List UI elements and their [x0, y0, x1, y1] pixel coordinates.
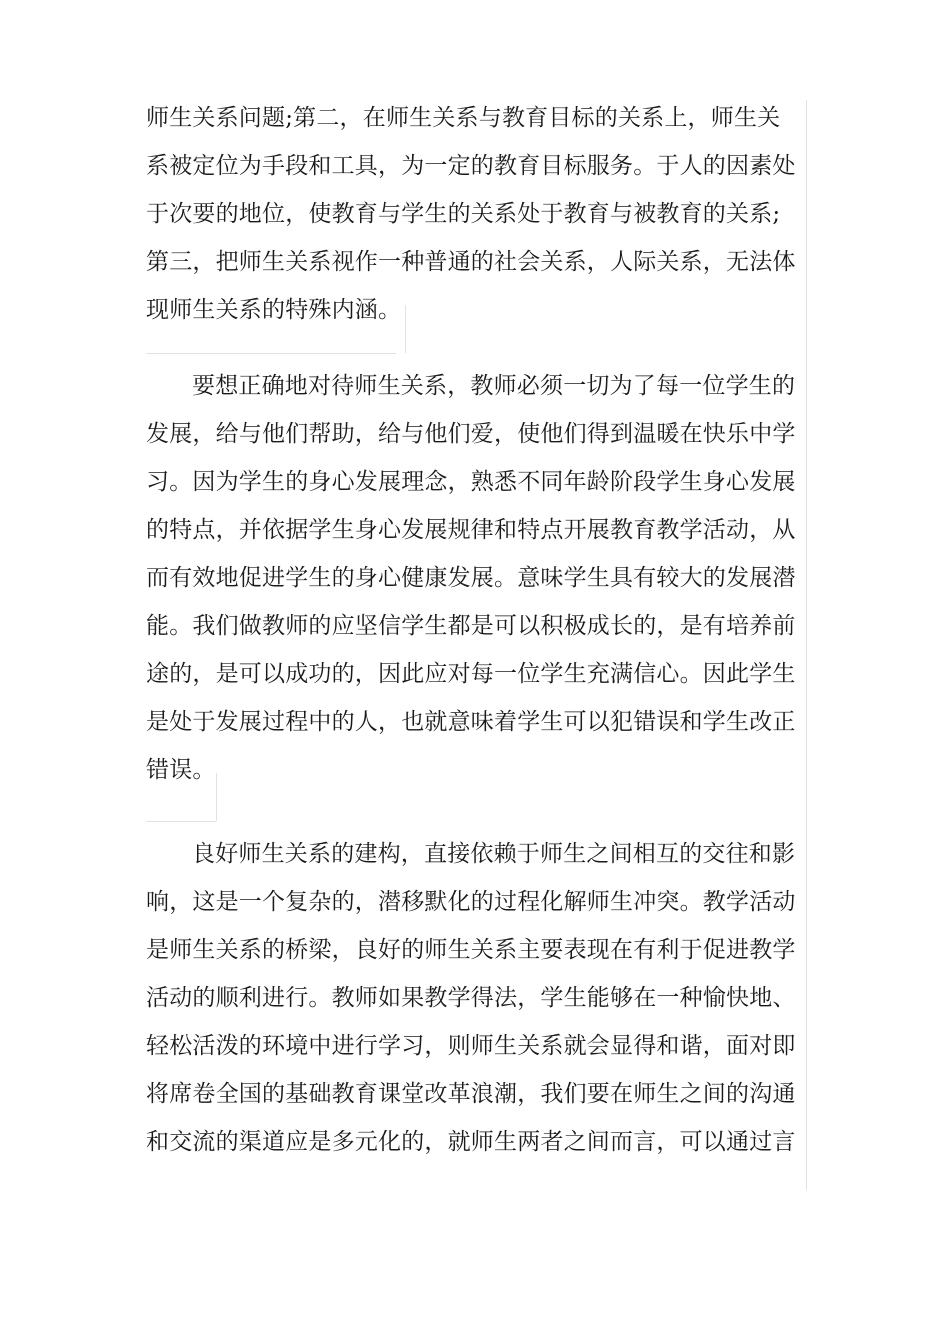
text-line: 轻松活泼的环境中进行学习，则师生关系就会显得和谐，面对即	[146, 1033, 796, 1059]
text-line: 良好师生关系的建构，直接依赖于师生之间相互的交往和影	[192, 841, 796, 867]
paragraph	[146, 94, 810, 334]
text-line: 于次要的地位，使教育与学生的关系处于教育与被教育的关系;	[146, 201, 781, 227]
text-line: 发展，给与他们帮助，给与他们爱，使他们得到温暖在快乐中学	[146, 421, 796, 447]
text-line: 而有效地促进学生的身心健康发展。意味学生具有较大的发展潜	[146, 565, 796, 591]
paragraph	[146, 362, 810, 794]
text-line: 和交流的渠道应是多元化的，就师生两者之间而言，可以通过言	[146, 1129, 796, 1155]
text-line: 系被定位为手段和工具，为一定的教育目标服务。于人的因素处	[146, 153, 796, 179]
border-rule	[146, 821, 216, 822]
text-line: 师生关系问题;第二，在师生关系与教育目标的关系上，师生关	[146, 105, 781, 131]
text-line: 是师生关系的桥梁，良好的师生关系主要表现在有利于促进教学	[146, 937, 796, 963]
text-line: 是处于发展过程中的人，也就意味着学生可以犯错误和学生改正	[146, 709, 796, 735]
text-line: 将席卷全国的基础教育课堂改革浪潮，我们要在师生之间的沟通	[146, 1081, 796, 1107]
text-line: 响，这是一个复杂的，潜移默化的过程化解师生冲突。教学活动	[146, 889, 796, 915]
text-line: 活动的顺利进行。教师如果教学得法，学生能够在一种愉快地、	[146, 985, 796, 1011]
text-line: 能。我们做教师的应坚信学生都是可以积极成长的，是有培养前	[146, 613, 796, 639]
text-line: 的特点，并依据学生身心发展规律和特点开展教育教学活动，从	[146, 517, 796, 543]
text-line: 习。因为学生的身心发展理念，熟悉不同年龄阶段学生身心发展	[146, 469, 796, 495]
text-line: 途的，是可以成功的，因此应对每一位学生充满信心。因此学生	[146, 661, 796, 687]
text-line: 错误。	[146, 757, 216, 783]
text-line: 现师生关系的特殊内涵。	[146, 297, 402, 323]
paragraph	[146, 830, 810, 1166]
text-line: 要想正确地对待师生关系，教师必须一切为了每一位学生的	[192, 373, 796, 399]
text-line: 第三，把师生关系视作一种普通的社会关系，人际关系，无法体	[146, 249, 796, 275]
border-rule	[146, 353, 396, 354]
